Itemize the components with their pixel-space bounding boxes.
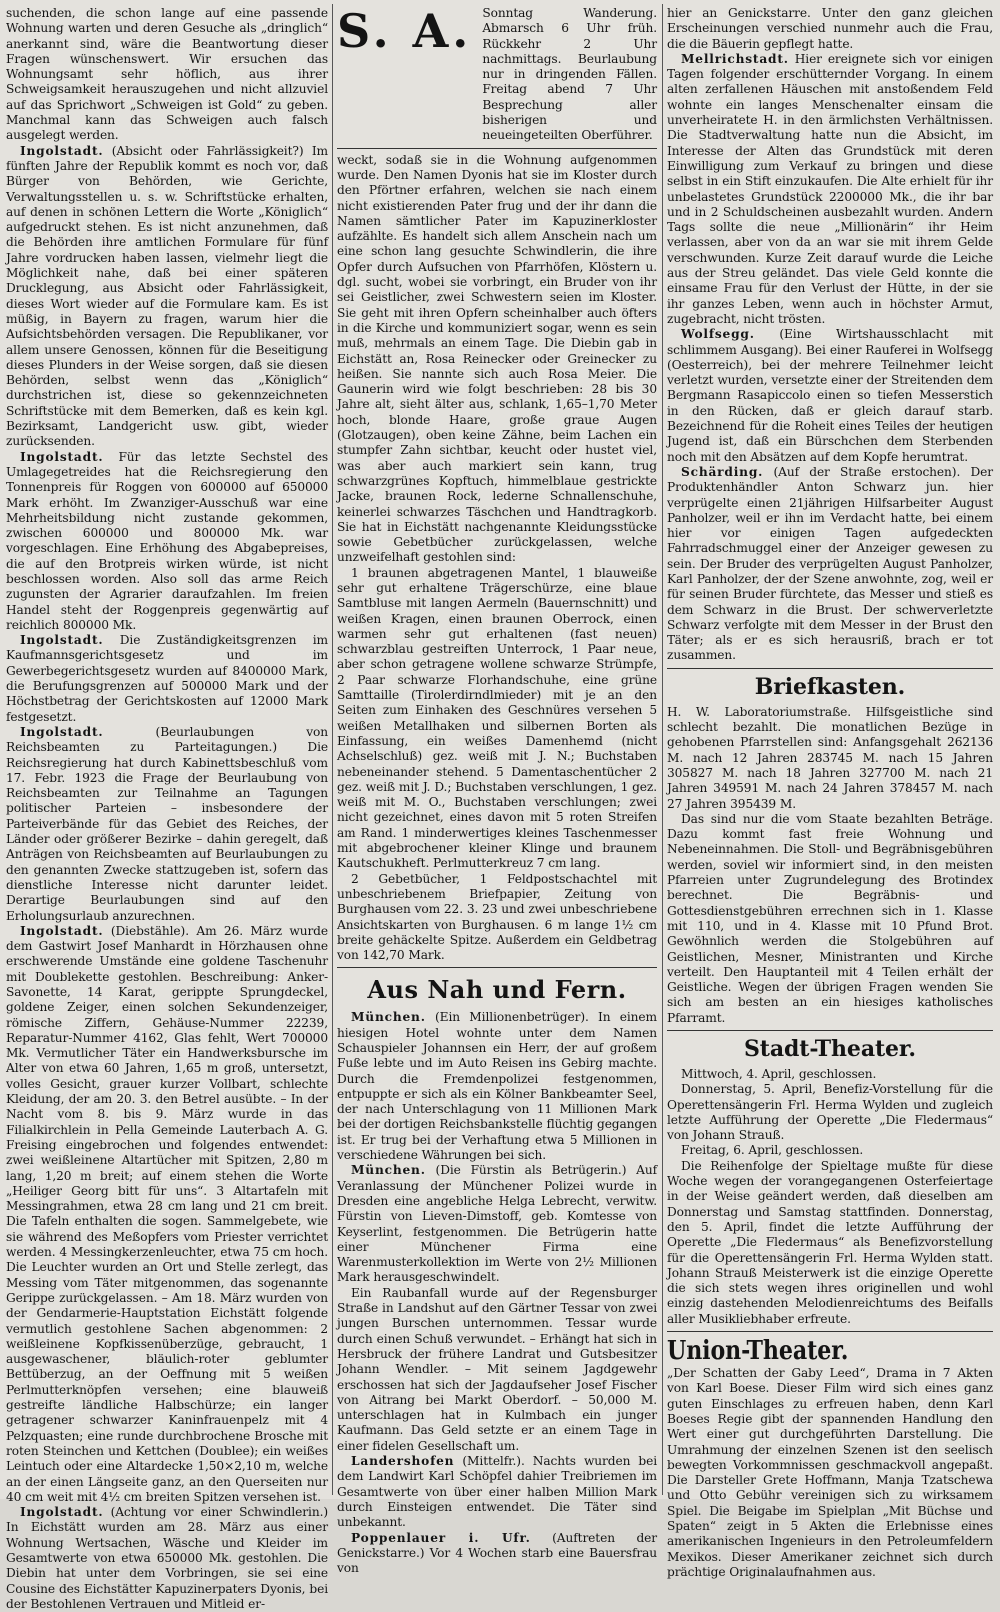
briefkasten-text: Das sind nur die vom Staate bezahlten Beträge. Dazu kommt fast freie Wohnung und Nebeneinnahmen. Die Stoll- und Begräbnisgebühren werden, soviel wir informiert sind, in den meisten Pfarreien unter Zugrundelegung des Brotindex berechnet. Die Begräbnis- und Gottesdienstgebühren errechnen sich in 1. Klasse mit 110, und in 4. Klasse mit 10 Pfund Brot. Gewöhnlich werden die Stolgebühren auf Geistlichen, Mesner, Ministranten und Kirche verteilt. Den Hauptanteil mit 4 Teilen erhält der Geistliche. Wegen der übrigen Fragen wenden Sie sich am besten an ein hiesiges katholisches Pfarramt. — [667, 811, 993, 1025]
briefkasten-answer: H. W. Laboratoriumstraße. Hilfsgeistliche sind schlecht bezahlt. Die monatlichen Bezüge in gehobenen Pfarrstellen sind: Anfangsgehalt 262136 M. nach 12 Jahren 283745 M. nach 15 Jahren 305827 M. nach 18 Jahren 327700 M. nach 21 Jahren 349591 M. nach 24 Jahren 378457 M. nach 27 Jahren 395439 M. — [667, 704, 993, 811]
article-ingolstadt-6: Ingolstadt. (Achtung vor einer Schwindlerin.) In Eichstätt wurden am 28. März aus einer Wohnung Wertsachen, Wäsche und Kleider im Gesamtwerte von etwa 650000 Mk. gestohlen. Die Diebin hat unter dem Vorbringen, sie sei eine Cousine des Eichstätter Kapuzinerpaters Dyonis, bei der Bestohlenen Vertrauen und Mitleid er- — [6, 1505, 328, 1611]
theater-entry: Freitag, 6. April, geschlossen. — [681, 1143, 864, 1158]
article-ingolstadt-4: Ingolstadt. (Beurlaubungen von Reichsbeamten zu Parteitagungen.) Die Reichsregierung hat durch Kabinettsbeschluß vom 17. Febr. 1923 die Frage der Beurlaubung von Reichsbeamten zur Teilnahme an Tagungen politischer Parteien – insbesondere der Parteiverbände für das Gebiet des Reiches, der Länder oder größerer Bezirke – dahin geregelt, daß Anträgen von Reichsbeamten auf Beurlaubungen zu den genannten Zwecke stattzugeben ist, sofern das dienstliche Interesse nicht darunter leidet. Derartige Beurlaubungen sind auf den Erholungsurlaub anzurechnen. — [6, 724, 328, 923]
union-theater — [667, 1336, 993, 1366]
column-left — [6, 6, 328, 1611]
divider — [337, 967, 657, 968]
article-ingolstadt-5: Ingolstadt. (Diebstähle). Am 26. März wurde dem Gastwirt Josef Manhardt in Hörzhausen ohne erschwerende Umstände eine goldene Taschenuhr mit Doublekette gestohlen. Beschreibung: Anker-Savonette, 14 Karat, gerippte Sprungdeckel, goldene Zeiger, einen solchen Sekundenzeiger, römische Ziffern, Gehäuse-Nummer 22239, Reparatur-Nummer 4162, Glas fehlt, Wert 700000 Mk. Vermutlicher Täter ein Handwerksbursche im Alter von etwa 60 Jahren, 1,65 m groß, untersetzt, volles Gesicht, grauer kurzer Vollbart, schlechte Kleidung, der am 20. 3. den Betrel ausübte. – In der Nacht vom 8. bis 9. März wurde in das Filialkirchlein in Pella Gemeinde Lauterbach A. G. Freising eingebrochen und folgendes entwendet: zwei weißleinene Altartücher mit Spitzen, 2,80 m lang, 1,20 m breit; auf einem stehen die Worte „Heiliger Georg bitt für uns“. 3 Altartafeln mit Messingrahmen, etwa 28 cm lang und 21 cm breit. Die Tafeln enthalten die sogen. Sammelgebete, wie sie während des Meßopfers vom Priester verrichtet werden. 4 Messingkerzenleuchter, etwa 75 cm hoch. Die Leuchter wurden an Ort und Stelle zerlegt, das Messing vom Täter mitgenommen, das sogenannte Gerippe zurückgelassen. – Am 18. März wurden von der Gendarmerie-Hauptstation Eichstätt folgende vermutlich gestohlene Sachen abgenommen: 2 weißleinene Kopfkissenüberzüge, gebraucht, 1 ausgewaschener, bläulich-roter geblumter Bettüberzug, an der Oeffnung mit 5 weißen Perlmutterknöpfen versehen; eine blauweiß gestreifte ländliche Halbschürze; ein langer getragener schwarzer Kaninfrauenpelz mit 4 Pelzquasten; eine runde durchbrochene Brosche mit roten Steinchen und Kettchen (Doublee); ein weißes Leintuch oder eine Altardecke 1,50×2,10 m, welche an der einen Längseite ganz, an den Querseiten nur 40 cm weit mit 4½ cm breiten Spitzen versehen ist. — [6, 923, 328, 1504]
article-ingolstadt-2: Ingolstadt. Für das letzte Sechstel des Umlagegetreides hat die Reichsregierung den Tonnenpreis für Roggen von 600000 auf 650000 Mark erhöht. Im Zwanziger-Ausschuß war eine Mehrheitsbildung nicht zustande gekommen, zwischen 600000 und 800000 Mk. war vorgeschlagen. Eine Erhöhung des Abgabepreises, die auf den Brotpreis wirken würde, ist nicht beschlossen worden. Also soll das arme Reich zugunsten der Agrarier daraufzahlen. Im freien Handel steht der Roggenpreis gegenwärtig auf reichlich 800000 Mk. — [6, 449, 328, 632]
sa-notice — [337, 6, 657, 144]
column-right — [667, 6, 993, 1579]
divider — [337, 148, 657, 149]
article-text: 1 braunen abgetragenen Mantel, 1 blauweiße sehr gut erhaltene Trägerschürze, eine blaue Samtbluse mit langen Aermeln (Bauernschnitt) und weißen Kragen, einen braunen Oberrock, einen warmen sehr gut erhaltenen (fast neuen) schwarzblau gestreiften Unterrock, 1 Paar neue, aber schon getragene wollene schwarze Strümpfe, 2 Paar schwarze Florhandschuhe, eine grüne Samttaille (Tirolerdirndlmieder) mit je an den Seiten zum Einhaken des Geschnüres versehen 5 weißen Metallhaken und silbernen Borten als Einfassung, ein weißes Damenhemd (nicht Achselschluß) gez. weiß mit J. N.; Buchstaben nebeneinander stehend. 5 Damentaschentücher 2 gez. weiß mit J. D.; Buchstaben verschlungen, 1 gez. weiß mit M. O., Buchstaben verschlungen; zwei nicht gezeichnet, eines davon mit 5 roten Streifen am Rand. 1 minderwertiges kleines Taschenmesser mit abgebrochener kleiner Klinge und braunem Kautschukheft. Perlmutterkreuz 7 cm lang. — [337, 565, 657, 871]
union-theater-title: Union-Theater. — [667, 1336, 849, 1367]
article-ingolstadt-1: Ingolstadt. (Absicht oder Fahrlässigkeit?) Im fünften Jahre der Republik kommt es noch vor, daß Bürger von Behörden, wie Gerichte, Verwaltungsstellen u. s. w. Schriftstücke erhalten, auf denen in schönen Lettern die Worte „Königlich“ aufgedruckt stehen. Es ist nicht anzunehmen, daß die Behörden ihre amtlichen Formulare für fünf Jahre vordrucken haben lassen, vielmehr liegt die Möglichkeit nahe, daß bei einer späteren Drucklegung, aus Absicht oder Fahrlässigkeit, dieses Wort wieder auf die Formulare kam. Es ist müßig, in Bayern zu fragen, warum hier die Aufsichtsbehörden versagen. Die Republikaner, vor allem unsere Genossen, können für die Beseitigung dieses Plunders in der Weise sorgen, daß sie diesen Behörden, selbst wenn das „Königlich“ durchstrichen ist, diese so gekennzeichneten Schriftstücke mit dem Bemerken, daß es kein kgl. Bezirksamt, Landgericht usw. gibt, wieder zurücksenden. — [6, 143, 328, 449]
article-text: Ein Raubanfall wurde auf der Regensburger Straße in Landshut auf den Gärtner Tessar von zwei jungen Burschen unternommen. Tessar wurde durch einen Schuß verwundet. – Erhängt hat sich in Hersbruck der frühere Landrat und Gutsbesitzer Johann Wendler. – Mit seinem Jagdgewehr erschossen hat sich der Jagdaufseher Josef Fischer von Aitrang bei Markt Oberdorf. – 50,000 M. unterschlagen hat in Kulmbach ein junger Kaufmann. Das Geld setzte er an einem Tage in einer fidelen Gesellschaft um. — [337, 1285, 657, 1453]
divider — [667, 668, 993, 669]
divider — [667, 1030, 993, 1031]
section-title: Aus Nah und Fern. — [367, 975, 627, 1005]
sa-notice-text: Sonntag Wanderung. Abmarsch 6 Uhr früh. Rückkehr 2 Uhr nachmittags. Beurlaubung nur in dringenden Fällen. Freitag abend 7 Uhr Besprechung aller bisherigen und neueingeteilten Oberführer. — [482, 6, 657, 143]
column-middle — [337, 4, 657, 1576]
divider — [667, 1331, 993, 1332]
stadt-theater-title: Stadt-Theater. — [744, 1036, 916, 1062]
union-theater-text: „Der Schatten der Gaby Leed“, Drama in 7 Akten von Karl Boese. Dieser Film wird sich eines ganz guten Einschlages zu erfreuen haben, denn Karl Boeses Regie gibt der spannenden Handlung den Wert einer gut durchgeführten Darstellung. Die Umrahmung der einzelnen Szenen ist den seelisch bewegten Vorkommnissen geschmackvoll angepaßt. Die Darsteller Grete Hoffmann, Manja Tzatschewa und Otto Gebühr vereinigen sich zu wirksamem Spiel. Die Beigabe im Spielplan „Mit Büchse und Spaten“ zeigt in 5 Akten die Erlebnisse eines amerikanischen Ingenieurs in den Petroleumfeldern Mexikos. Dieser Amerikaner zeichnet sich durch prächtige Originalaufnahmen aus. — [667, 1366, 993, 1579]
sa-logo: S. A. — [337, 4, 473, 58]
article-mellrichstadt: Mellrichstadt. Hier ereignete sich vor einigen Tagen folgender erschütternder Vorgang. In einem alten zerfallenen Häuschen mit anstoßendem Feld wohnte ein langes Menschenalter einsam die unverheiratete H. in den ärmlichsten Verhältnissen. Die Stadtverwaltung hatte nun die Absicht, im Interesse der Alten das Grundstück mit deren Einwilligung zum Verkauf zu bringen und diese selbst in ein Stift einzukaufen. Die Alte erhielt für ihr unbelastetes Grundstück 2200000 Mk., die ihr bar und in 2 Schuldscheinen ausbezahlt wurden. Andern Tags sollte die neue „Millionärin“ ihr Heim verlassen, aber von da an war sie mit ihrem Gelde verschwunden. Kurze Zeit darauf wurde die Leiche aus der Streu geländet. Das viele Geld konnte die einsame Frau für den Verlust der Hütte, in der sie ihr ganzes Leben, wenn auch in höchster Armut, zugebracht, nicht trösten. — [667, 51, 993, 326]
briefkasten-title: Briefkasten. — [754, 673, 906, 700]
article-text: 2 Gebetbücher, 1 Feldpostschachtel mit unbeschriebenem Briefpapier, Zeitung von Burghausen vom 22. 3. 23 und zwei unbeschriebene Ansichtskarten von Burghausen. 6 m lange 1½ cm breite gehäckelte Spitze. Außerdem ein Geldbetrag von 142,70 Mark. — [337, 871, 657, 963]
theater-text: Die Reihenfolge der Spieltage mußte für diese Woche wegen der vorangegangenen Osterfeiertage in der Weise geändert werden, daß dieselben am Donnerstag und Samstag stattfinden. Donnerstag, den 5. April, findet die letzte Aufführung der Operette „Die Fledermaus“ als Benefizvorstellung für die Operettensängerin Frl. Herma Wylden statt. Johann Strauß Meisterwerk ist die einzige Operette die sich stets wegen ihres originellen und wohl einzig dastehenden Melodienreichtums des Beifalls aller Musikliebhaber erfreute. — [667, 1158, 993, 1326]
article-text: suchenden, die schon lange auf eine passende Wohnung warten und deren Gesuche als „dringlich“ anerkannt sind, wäre die Beantwortung dieser Fragen wünschenswert. Wir ersuchen das Wohnungsamt sehr höflich, aus ihrer Schweigsamkeit herauszugehen und nicht allzuviel auf das Sprichwort „Schweigen ist Gold“ zu geben. Manchmal kann das Schweigen auch falsch ausgelegt werden. — [6, 6, 328, 143]
article-text: weckt, sodaß sie in die Wohnung aufgenommen wurde. Den Namen Dyonis hat sie im Kloster durch den Pförtner erfahren, welchen sie nach einem nicht existierenden Pater frug und der ihr dann die Namen sämtlicher Pater im Kapuzinerkloster aufzählte. Es handelt sich allem Anschein nach um eine schon lang gesuchte Schwindlerin, die ihre Opfer durch Aufsuchen von Pfarrhöfen, Klöstern u. dgl. sucht, wobei sie vorbringt, ein Bruder von ihr sei Geistlicher, zwei Schwestern seien im Kloster. Sie geht mit ihren Opfern scheinhalber auch öfters in die Kirche und kommuniziert sogar, wenn es sein muß, mehrmals an einem Tage. Die Diebin gab in Eichstätt an, Rosa Reinecker oder Greinecker zu heißen. Sie nannte sich auch Rosa Meier. Die Gaunerin wird wie folgt beschrieben: 28 bis 30 Jahre alt, sieht älter aus, schlank, 1,65–1,70 Meter hoch, blonde Haare, große graue Augen (Glotzaugen), oben keine Zähne, beim Lachen ein stumpfer Zahn sichtbar, keucht oder hustet viel, was aber auch markiert sein kann, trug schwarzgrünes Kopftuch, himmelblaue gestrickte Jacke, braunen Rock, lederne Schnallenschuhe, keinerlei schwarzes Täschchen und Handtragkorb. Sie hat in Eichstätt nachgenannte Kleidungsstücke sowie Gebetbücher zurückgelassen, welche unzweifelhaft gestohlen sind: — [337, 152, 657, 565]
theater-entry: Mittwoch, 4. April, geschlossen. — [681, 1067, 877, 1081]
article-ingolstadt-3: Ingolstadt. Die Zuständigkeitsgrenzen im Kaufmannsgerichtsgesetz und im Gewerbegerichtsgesetz wurden auf 8400000 Mark, die Berufungsgrenzen auf 500000 Mark und der Höchstbetrag der Gerichtskosten auf 12000 Mark festgesetzt. — [6, 633, 328, 724]
column-rule — [332, 4, 333, 1495]
article-muenchen-1: München. (Ein Millionenbetrüger). In einem hiesigen Hotel wohnte unter dem Namen Schauspieler Johannsen ein Herr, der auf großem Fuße lebte und im Auto Reisen ins Gebirg machte. Durch die Fremdenpolizei festgenommen, entpuppte er sich als ein Kölner Bankbeamter Seel, der nach Unterschlagung von 11 Millionen Mark bei der dortigen Reichsbankstelle flüchtig gegangen ist. Er trug bei der Verhaftung etwa 5 Millionen in verschiedene Währungen bei sich. — [337, 1010, 657, 1163]
column-rule — [662, 4, 663, 1495]
article-landershofen: Landershofen (Mittelfr.). Nachts wurden bei dem Landwirt Karl Schöpfel dahier Treibriemen im Gesamtwerte von über einer halben Million Mark durch Einsteigen entwendet. Die Täter sind unbekannt. — [337, 1454, 657, 1530]
article-muenchen-2: München. (Die Fürstin als Betrügerin.) Auf Veranlassung der Münchener Polizei wurde in Dresden eine angebliche Helga Lebrecht, verwitw. Fürstin von Lieven-Dimstoff, geb. Komtesse von Keyserlint, festgenommen. Die Betrügerin hatte einer Münchener Firma eine Warenmusterkollektion im Werte von 2½ Millionen Mark herausgeschwindelt. — [337, 1163, 657, 1285]
article-poppenlauer: Poppenlauer i. Ufr. (Auftreten der Genickstarre.) Vor 4 Wochen starb eine Bauersfrau von — [337, 1530, 657, 1576]
article-schaerding: Schärding. (Auf der Straße erstochen). Der Produktenhändler Anton Schwarz jun. hier verprügelte einen 21jährigen Hilfsarbeiter August Panholzer, weil er ihn im Verdacht hatte, bei einem hier vor einigen Tagen aufgedeckten Fahrradschmuggel einer der Anzeiger gewesen zu sein. Der Bruder des verprügelten August Panholzer, Karl Panholzer, der der Szene anwohnte, zog, weil er für seinen Bruder fürchtete, das Messer und stieß es dem Schwarz in die Brust. Der schwerverletzte Schwarz verfolgte mit dem Messer in der Brust den Täter; als er es sich herausriß, brach er tot zusammen. — [667, 464, 993, 663]
theater-entry: Donnerstag, 5. April, Benefiz-Vorstellung für die Operettensängerin Frl. Herma Wylden und zugleich letzte Aufführung der Operette „Die Fledermaus“ von Johann Strauß. — [667, 1082, 993, 1143]
article-text: hier an Genickstarre. Unter den ganz gleichen Erscheinungen verschied nunmehr auch die Frau, die die Bäuerin gepflegt hatte. — [667, 6, 993, 51]
article-wolfsegg: Wolfsegg. (Eine Wirtshausschlacht mit schlimmem Ausgang). Bei einer Rauferei in Wolfsegg (Oesterreich), bei der mehrere Teilnehmer leicht verletzt wurden, versetzte einer der Streitenden dem Bergmann Rasapiccolo einen so tiefen Messerstich in den Rücken, daß er gleich darauf starb. Bezeichnend für die Roheit eines Teiles der heutigen Jugend ist, daß ein Bürschchen dem Sterbenden noch mit den Absätzen auf dem Kopfe herumtrat. — [667, 327, 993, 464]
